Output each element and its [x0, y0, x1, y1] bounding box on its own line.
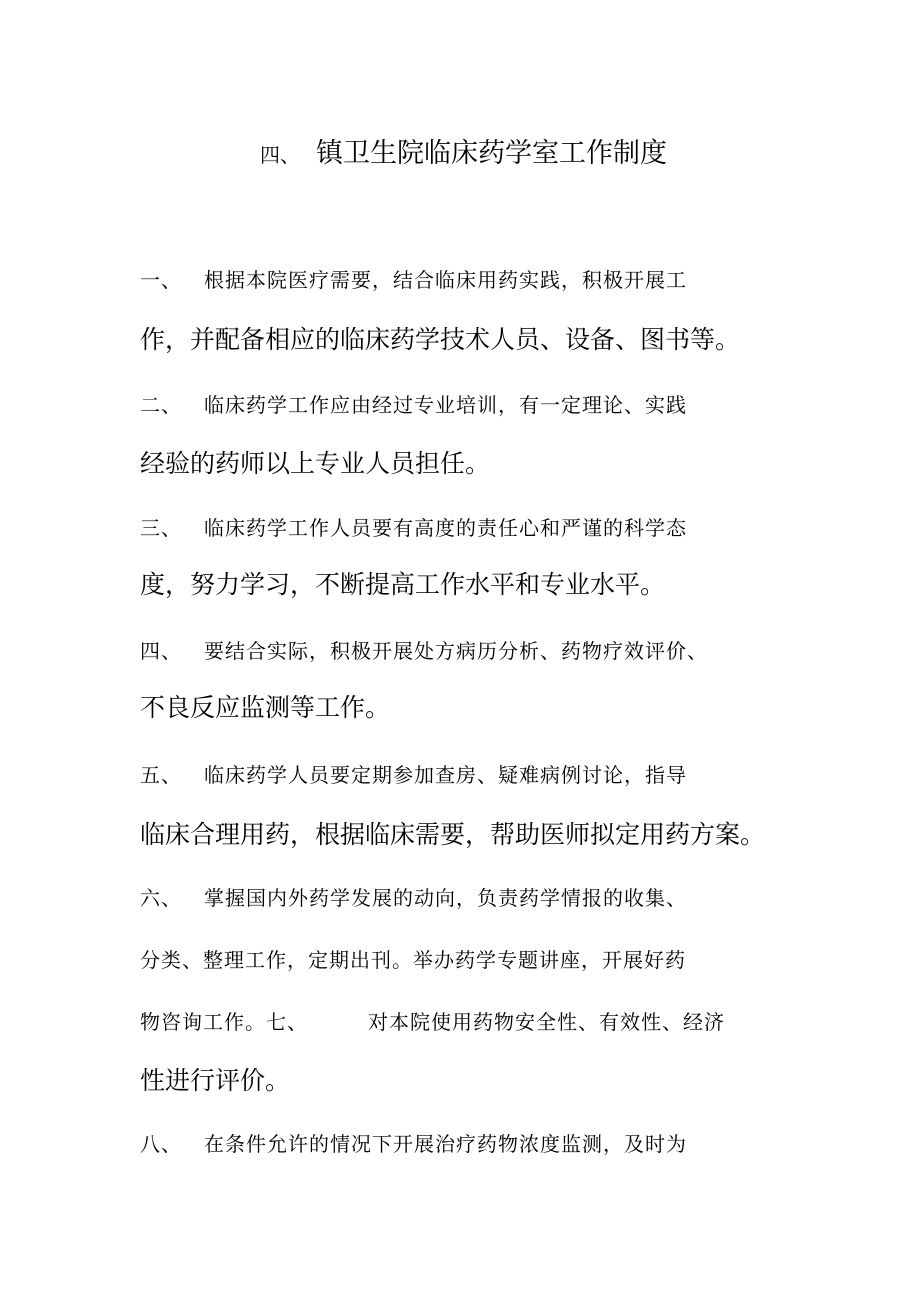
item-6-text-3a: 物咨询工作。七、: [140, 1010, 308, 1034]
item-4-text-1: 要结合实际，积极开展处方病历分析、药物疗效评价、: [204, 639, 708, 663]
title-number: 四、: [260, 143, 300, 167]
item-6-line-1: [140, 888, 687, 908]
item-4-line-1: [140, 641, 708, 661]
item-6-text-3b: 对本院使用药物安全性、有效性、经济: [368, 1010, 725, 1034]
item-3-text-1: 临床药学工作人员要有高度的责任心和严谨的科学态: [204, 516, 687, 540]
item-6-text-1: 掌握国内外药学发展的动向，负责药学情报的收集、: [204, 886, 687, 910]
item-3-number: 三、: [140, 516, 182, 540]
item-6-line-2: 分类、整理工作，定期出刊。举办药学专题讲座，开展好药: [140, 948, 686, 972]
item-2-line-1: [140, 395, 687, 415]
item-5-line-2: 临床合理用药，根据临床需要，帮助医师拟定用药方案。: [140, 820, 766, 849]
item-2-number: 二、: [140, 393, 182, 417]
item-5-number: 五、: [140, 763, 182, 787]
item-8-number: 八、: [140, 1132, 182, 1156]
item-3-line-1: [140, 518, 687, 538]
item-5-text-1: 临床药学人员要定期参加查房、疑难病例讨论，指导: [204, 763, 687, 787]
item-3-line-2: 度，努力学习，不断提高工作水平和专业水平。: [140, 570, 666, 599]
item-8-text-1: 在条件允许的情况下开展治疗药物浓度监测，及时为: [204, 1132, 687, 1156]
item-6-number: 六、: [140, 886, 182, 910]
item-1-text-1: 根据本院医疗需要，结合临床用药实践，积极开展工: [204, 268, 687, 292]
item-4-number: 四、: [140, 639, 182, 663]
item-2-line-2: 经验的药师以上专业人员担任。: [140, 449, 491, 478]
item-1-line-2: 作，并配备相应的临床药学技术人员、设备、图书等。: [140, 325, 741, 354]
item-6-line-4: 性进行评价。: [140, 1066, 291, 1095]
item-6-line-3: [140, 1012, 725, 1032]
item-8-line-1: [140, 1134, 687, 1154]
document-title: [260, 140, 667, 167]
item-2-text-1: 临床药学工作应由经过专业培训，有一定理论、实践: [204, 393, 687, 417]
title-text: 镇卫生院临床药学室工作制度: [316, 138, 667, 169]
item-1-number: 一、: [140, 268, 182, 292]
item-4-line-2: 不良反应监测等工作。: [140, 693, 391, 722]
item-1-line-1: [140, 270, 687, 290]
item-5-line-1: [140, 765, 687, 785]
